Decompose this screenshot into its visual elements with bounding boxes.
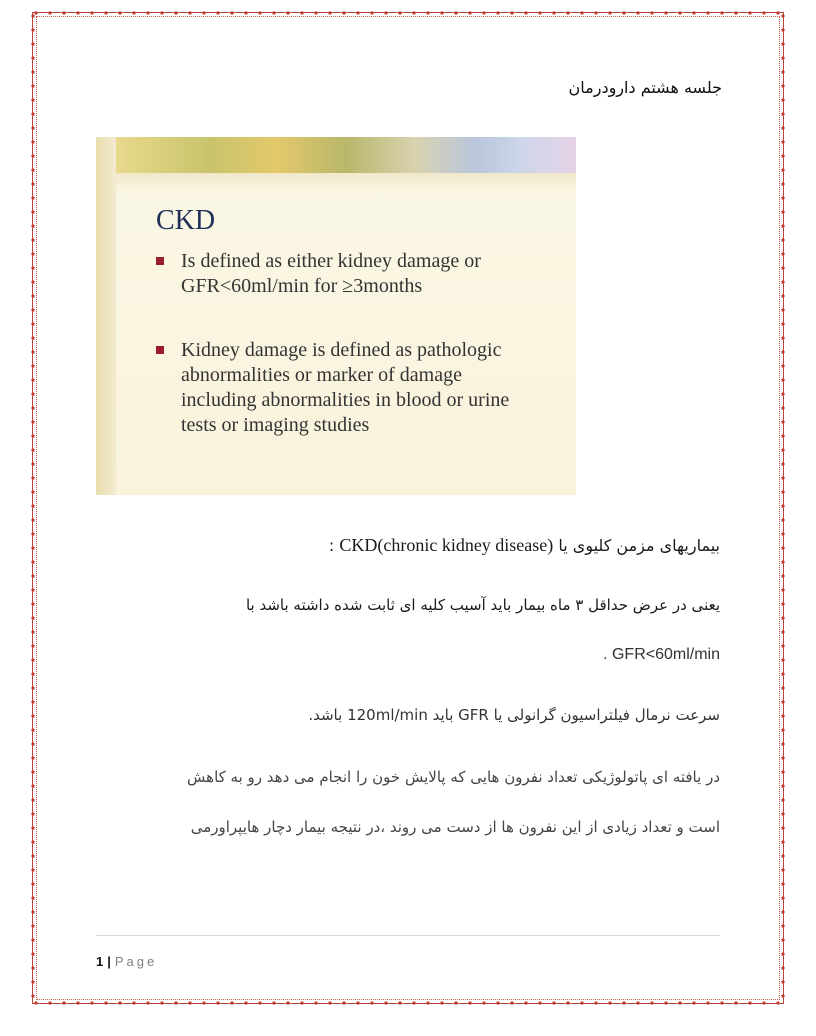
- slide-title: CKD: [156, 205, 216, 236]
- document-title: جلسه هشتم دارودرمان: [568, 78, 722, 97]
- paragraph-line: سرعت نرمال فیلتراسیون گرانولی یا GFR باید 120ml/min باشد.: [308, 706, 720, 724]
- bullet-square-icon: [156, 346, 164, 354]
- page-footer: [96, 954, 157, 969]
- slide-bullet-text: Is defined as either kidney damage or GFR<60ml/min for ≥3months: [181, 250, 481, 297]
- paragraph-line: است و تعداد زیادی از این نفرون ها از دست می روند ،در نتیجه بیمار دچار هایپراورمی: [190, 818, 720, 836]
- gfr-threshold-line: . GFR<60ml/min: [603, 646, 720, 663]
- ckd-heading-colon: :: [328, 536, 335, 555]
- bullet-square-icon: [156, 257, 164, 265]
- ckd-heading-persian: بیماریهای مزمن کلیوی یا: [558, 536, 720, 555]
- ckd-heading-english: CKD(chronic kidney disease): [339, 535, 554, 555]
- ckd-heading: [329, 535, 720, 556]
- embedded-slide: [96, 137, 576, 495]
- slide-banner-fade: [116, 173, 576, 193]
- paragraph-line: یعنی در عرض حداقل ۳ ماه بیمار باید آسیب کلیه ای ثابت شده داشته باشد با: [245, 596, 720, 614]
- slide-bullet: [156, 338, 556, 438]
- slide-left-bar: [96, 137, 116, 495]
- slide-bullet-text: Kidney damage is defined as pathologic abnormalities or marker of damage including abnormalities in blood or urine tests or imaging studies: [181, 339, 510, 436]
- paragraph-line: در یافته ای پاتولوژیکی تعداد نفرون هایی که پالایش خون را انجام می دهد رو به کاهش: [187, 768, 720, 786]
- slide-bullet: [156, 249, 556, 299]
- page-label: Page: [114, 954, 158, 969]
- page-number: 1: [96, 954, 104, 969]
- slide-banner-image: [116, 137, 576, 173]
- footer-divider: [96, 935, 720, 936]
- footer-separator: |: [107, 954, 111, 969]
